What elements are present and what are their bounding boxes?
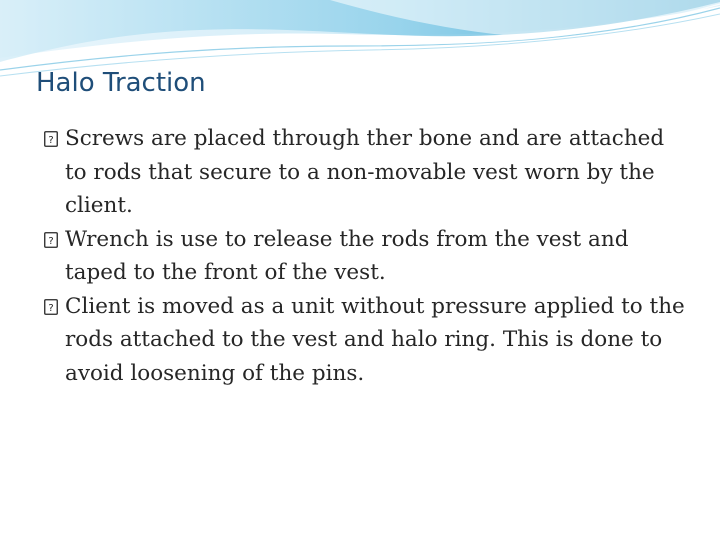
bullet-text: Screws are placed through ther bone and are attached to rods that secure to a non-movable vest worn by the client. (65, 126, 665, 218)
slide-title: Halo Traction (36, 68, 206, 98)
svg-text:?: ? (48, 302, 54, 314)
bullet-text: Wrench is use to release the rods from the vest and taped to the front of the vest. (65, 226, 629, 285)
bullet-item (42, 122, 692, 223)
bullet-item (42, 223, 692, 290)
missing-glyph-icon (42, 290, 65, 324)
bullet-list (42, 122, 692, 390)
bullet-item (42, 290, 692, 391)
svg-text:?: ? (48, 135, 54, 146)
missing-glyph-icon (42, 223, 65, 257)
bullet-text: Client is moved as a unit without pressure applied to the rods attached to the vest and halo ring. This is done to avoid loosening of the pins. (65, 293, 685, 386)
missing-glyph-icon (42, 122, 65, 156)
svg-text:?: ? (48, 235, 54, 247)
